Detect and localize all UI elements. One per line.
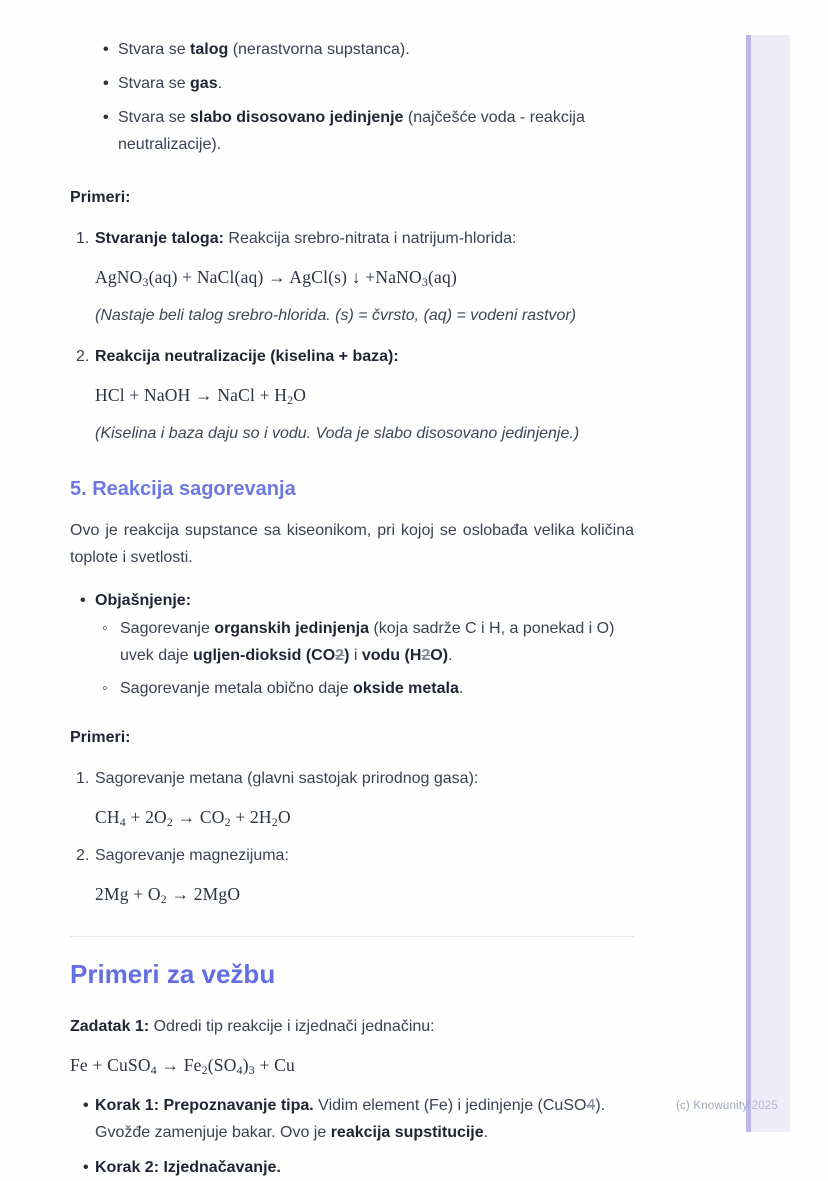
list-number: 2.: [76, 846, 90, 864]
list-item: [70, 36, 634, 63]
intro-bullet-list: [70, 36, 634, 158]
chemical-equation: 2Mg + O2 → 2MgO: [95, 883, 241, 906]
primeri-label: Primeri:: [70, 728, 131, 746]
equation-note: (Nastaje beli talog srebro-hlorida. (s) = čvrsto, (aq) = vodeni rastvor): [95, 306, 577, 324]
list-item-text: Stvara se gas.: [118, 75, 223, 92]
list-item: [70, 842, 634, 911]
section-paragraph: Ovo je reakcija supstance sa kiseonikom, pri kojoj se oslobađa velika količina toplote i svetlosti.: [70, 521, 634, 566]
list-number: 1.: [76, 230, 90, 247]
list-item-text: Sagorevanje organskih jedinjenja (koja sadrže C i H, a ponekad i O) uvek daje ugljen-dioksid (CO2) i vodu (H2O).: [120, 619, 615, 664]
list-item: [70, 765, 634, 834]
equation-note: (Kiselina i baza daju so i vodu. Voda je slabo disosovano jedinjenje.): [95, 424, 580, 442]
list-item-text: Korak 1: Prepoznavanje tipa. Vidim element (Fe) i jedinjenje (CuSO4). Gvožđe zamenjuje bakar. Ovo je reakcija supstitucije.: [95, 1097, 606, 1142]
section-heading: 5. Reakcija sagorevanja: [70, 477, 296, 500]
chemical-equation: HCl + NaOH → NaCl + H2O: [95, 384, 307, 407]
list-item: [70, 1154, 634, 1181]
list-item-text: Stvara se slabo disosovano jedinjenje (najčešće voda - reakcija neutralizacije).: [118, 109, 585, 153]
list-item: [95, 615, 634, 669]
list-item-text: Sagorevanje metala obično daje okside metala.: [120, 679, 464, 697]
list-item: [70, 587, 634, 702]
task-text: Zadatak 1: Odredi tip reakcije i izjednači jednačinu:: [70, 1018, 435, 1036]
list-item-text: Korak 2: Izjednačavanje.: [95, 1159, 281, 1177]
list-item-text: Reakcija neutralizacije (kiselina + baza):: [95, 347, 399, 365]
list-item-text: Sagorevanje metana (glavni sastojak prirodnog gasa):: [95, 769, 479, 787]
examples-list-1: [70, 225, 634, 447]
steps-list: [70, 1092, 634, 1181]
list-item: [70, 70, 634, 97]
chemical-equation: Fe + CuSO4 → Fe2(SO4)3 + Cu: [70, 1055, 295, 1078]
list-number: 1.: [76, 769, 90, 787]
list-item: [95, 675, 634, 702]
list-item: [70, 104, 634, 158]
chemical-equation: CH4 + 2O2 → CO2 + 2H2O: [95, 806, 291, 829]
explanation-sublist: [95, 615, 634, 702]
list-item: [70, 343, 634, 447]
chemical-equation: AgNO3(aq) + NaCl(aq) → AgCl(s) ↓ +NaNO3(aq): [95, 267, 457, 289]
list-item: [70, 1092, 634, 1146]
list-item: [70, 225, 634, 329]
examples-list-2: [70, 765, 634, 911]
list-item-text: Stvaranje taloga: Reakcija srebro-nitrata i natrijum-hlorida:: [95, 230, 517, 247]
list-item-text: • Objašnjenje:: [95, 591, 192, 609]
list-item-text: Stvara se talog (nerastvorna supstanca).: [118, 41, 410, 58]
primeri-label: Primeri:: [70, 189, 131, 206]
list-number: 2.: [76, 347, 90, 365]
section-divider: [70, 936, 634, 937]
explanation-list: [70, 587, 634, 702]
list-item-text: Sagorevanje magnezijuma:: [95, 846, 289, 864]
practice-heading: Primeri za vežbu: [70, 959, 276, 990]
copyright-footer: (c) Knowunity 2025: [675, 1100, 778, 1112]
